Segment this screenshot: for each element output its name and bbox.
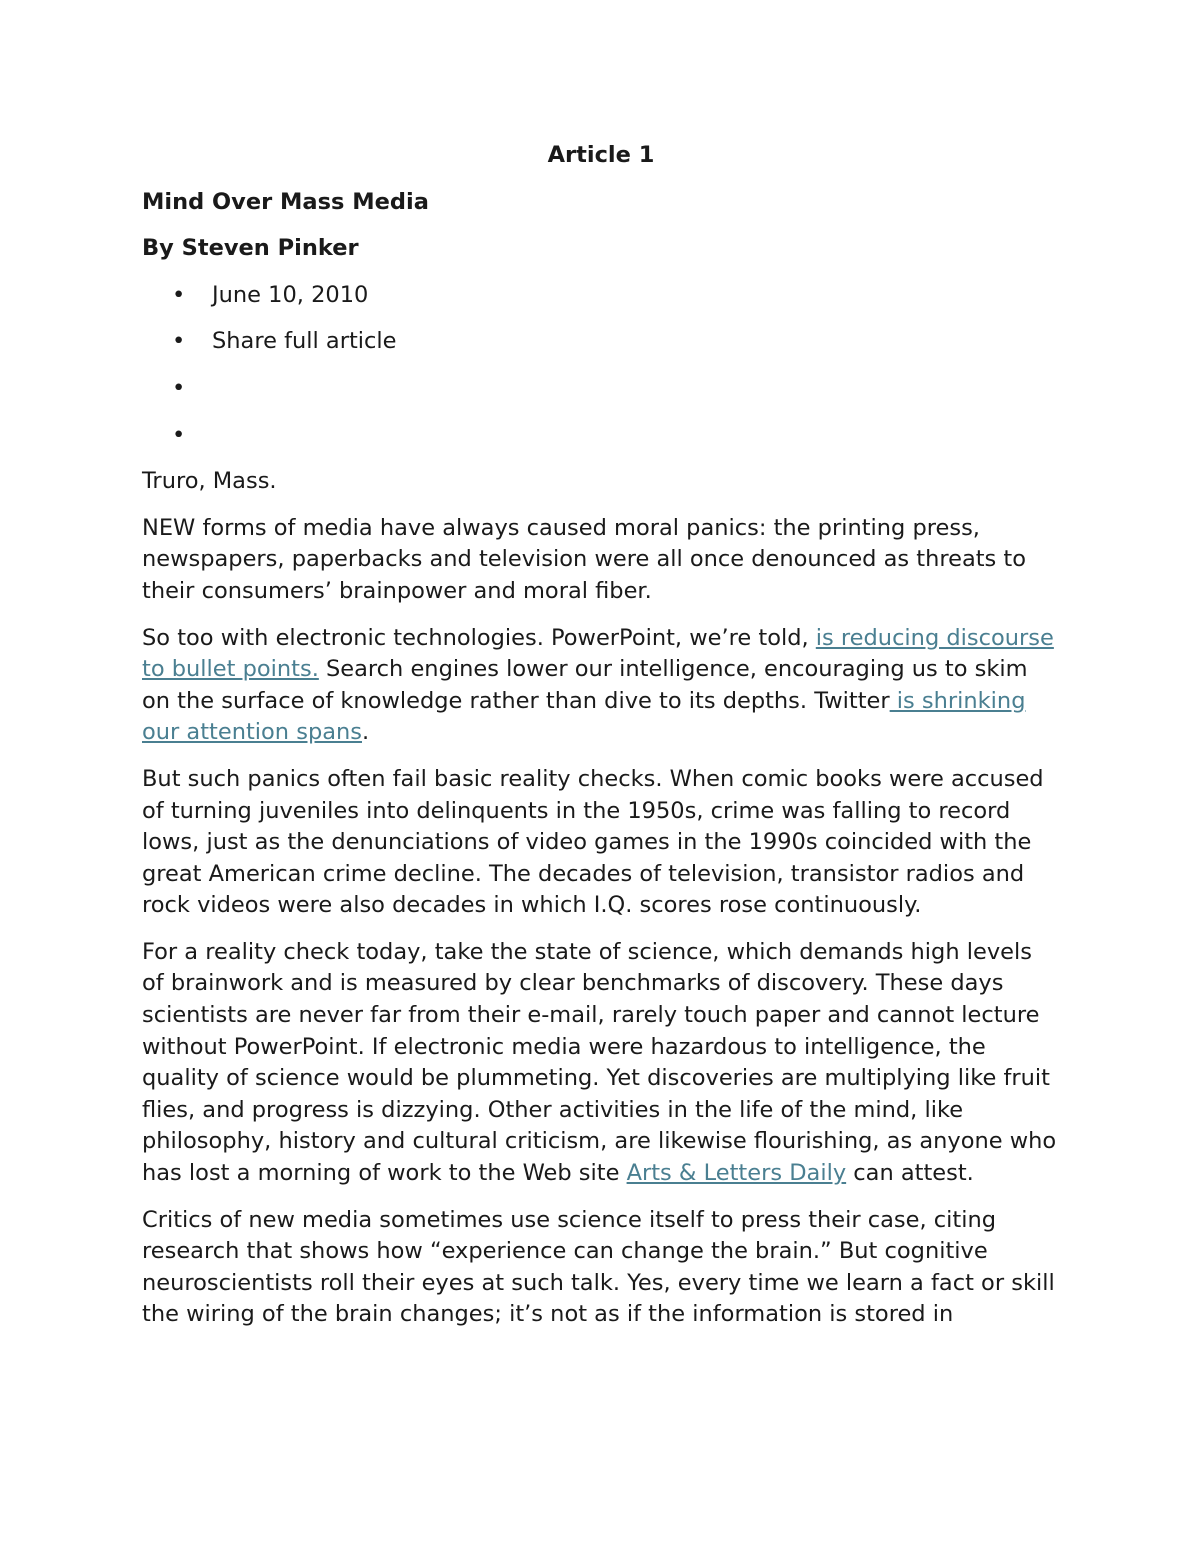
bullet-icon: • xyxy=(172,374,186,401)
attention-spans-link[interactable]: is shrinking our attention spans xyxy=(142,687,1026,746)
arts-letters-daily-link[interactable]: Arts & Letters Daily xyxy=(626,1160,847,1187)
list-item xyxy=(142,326,1060,358)
paragraph-3: But such panics often fail basic reality checks. When comic books were accused of turning juveniles into delinquents in the 1950s, crime was falling to record lows, just as the denunciations of video games in the 1990s coincided with the great American crime decline. The decades of television, transistor radios and rock videos were also decades in which I.Q. scores rose continuously. xyxy=(142,765,1044,919)
share-article-text: Share full article xyxy=(212,328,397,355)
meta-list xyxy=(142,280,1060,451)
bullet-icon: • xyxy=(172,281,186,308)
article-title: Mind Over Mass Media xyxy=(142,188,429,215)
bullet-points-link[interactable]: is reducing discourse to bullet points. xyxy=(142,624,1054,683)
bullet-icon: • xyxy=(172,421,186,448)
paragraph-text: So too with electronic technologies. PowerPoint, we’re told, xyxy=(142,624,816,651)
paragraph-5: Critics of new media sometimes use science itself to press their case, citing research that shows how “experience can change the brain.” But cognitive neuroscientists roll their eyes at such talk. Yes, every time we learn a fact or skill the wiring of the brain changes; it’s not as if the information is stored in xyxy=(142,1206,1055,1328)
paragraph-text: For a reality check today, take the state of science, which demands high levels of brainwork and is measured by clear benchmarks of discovery. These days scientists are never far from their e-mail, rarely touch paper and cannot lecture without PowerPoint. If electronic media were hazardous to intelligence, the quality of science would be plummeting. Yet discoveries are multiplying like fruit flies, and progress is dizzying. Other activities in the life of the mind, like philosophy, history and cultural criticism, are likewise flourishing, as anyone who has lost a morning of work to the Web site xyxy=(142,938,1057,1187)
publish-date: June 10, 2010 xyxy=(212,281,369,308)
paragraph-text: . xyxy=(362,719,370,746)
list-item xyxy=(142,420,1060,452)
document-page xyxy=(142,140,1060,1346)
list-item xyxy=(142,280,1060,312)
paragraph-2 xyxy=(142,623,1060,749)
paragraph-1: NEW forms of media have always caused moral panics: the printing press, newspapers, paperbacks and television were all once denounced as threats to their consumers’ brainpower and moral fiber. xyxy=(142,514,1027,604)
byline: By Steven Pinker xyxy=(142,235,359,262)
list-item xyxy=(142,373,1060,405)
article-label: Article 1 xyxy=(547,142,655,168)
bullet-icon: • xyxy=(172,328,186,355)
paragraph-4 xyxy=(142,937,1060,1190)
paragraph-text: Search engines lower our intelligence, encouraging us to skim on the surface of knowledge rather than dive to its depths. Twitter xyxy=(142,656,1028,714)
dateline: Truro, Mass. xyxy=(142,468,277,495)
paragraph-text: can attest. xyxy=(846,1160,974,1187)
